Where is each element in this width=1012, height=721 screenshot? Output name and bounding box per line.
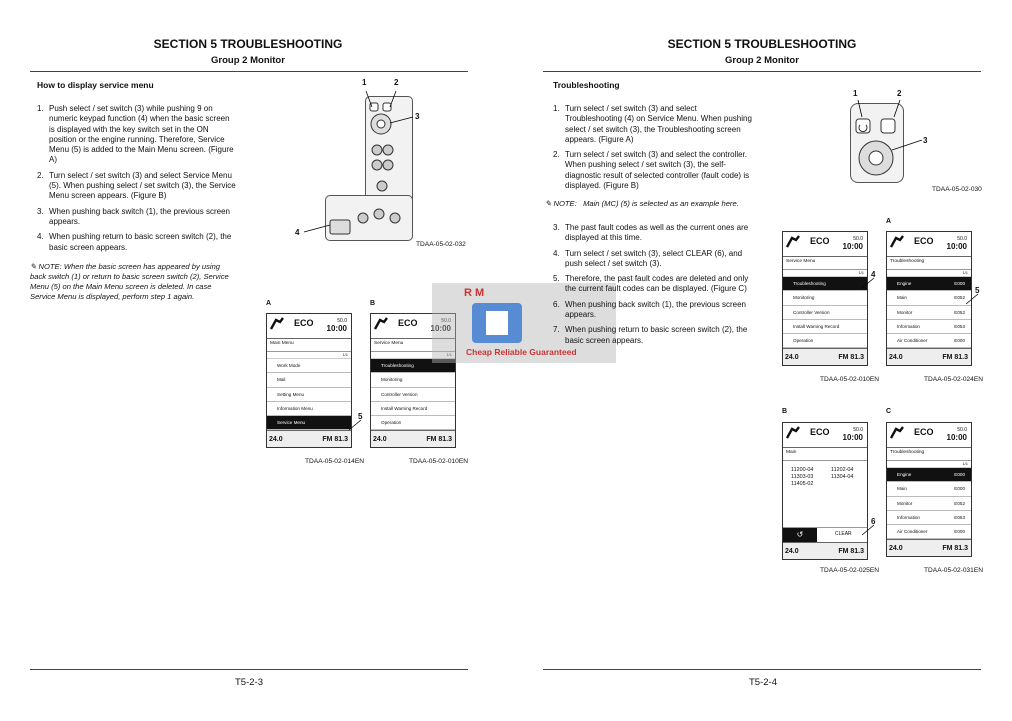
clear-button[interactable]: CLEAR (835, 531, 852, 537)
left-step-4: 4. When pushing return to basic screen switch (2), the basic screen appears. (37, 232, 232, 252)
machine-icon (374, 317, 388, 331)
controller-item[interactable]: Main E052 (887, 291, 971, 305)
menu-item[interactable]: Controller Version (783, 306, 867, 320)
right-callout-4: 4 (871, 270, 876, 279)
menu-item[interactable]: Install Warning Record (371, 402, 455, 416)
right-group-title: Group 2 Monitor (725, 55, 799, 66)
menu-item-selected[interactable]: Troubleshooting (783, 277, 867, 291)
controller-item[interactable]: Main E000 (887, 482, 971, 496)
menu-item[interactable]: Monitoring (783, 291, 867, 305)
screen-troubleshooting-c: ECO 50.0 10:00 Troubleshooting 1/1 Engine E000 Main E000 Monitor E052 Information E053 Air Conditioner E000 24.0 FM 81.3 (886, 422, 972, 557)
left-callout-5: 5 (358, 412, 363, 421)
right-footer-rule (543, 669, 981, 670)
right-step-2: 2. Turn select / set switch (3) and select the controller. When pushing select / set switch (3), the self-diagnostic result of selected controller (fault code) is displayed. (Figure B) (553, 150, 750, 191)
right-fig-caption-4: TDAA-05-02-031EN (924, 567, 984, 574)
machine-icon (270, 317, 284, 331)
left-section-title: SECTION 5 TROUBLESHOOTING (153, 37, 343, 51)
watermark-tagline: Cheap Reliable Guaranteed (466, 347, 577, 357)
left-fig-a-label: A (266, 300, 272, 307)
left-fig-b-caption: TDAA-05-02-010EN (409, 458, 469, 465)
screen-main-fault-codes: ECO 50.0 10:00 Main 11200-04 11303-03 11405-02 11202-04 11304-04 ↺ CLEAR 24.0 FM 81.3 (782, 422, 868, 560)
note-pencil-icon: ✎ (545, 199, 552, 208)
controller-item[interactable]: Information E053 (887, 511, 971, 525)
left-page-number: T5-2-3 (235, 677, 263, 688)
left-steps (37, 104, 237, 258)
menu-item[interactable]: Operation (371, 416, 455, 430)
right-fig-caption-3: TDAA-05-02-025EN (820, 567, 880, 574)
right-callout-6: 6 (871, 517, 876, 526)
note-pencil-icon: ✎ (30, 262, 37, 271)
left-callout-1: 1 (362, 78, 367, 87)
right-step-5: 5. Therefore, the past fault codes are deleted and only the current fault codes can be displayed. (Figure C) (553, 274, 749, 294)
right-fig-a-label: A (886, 218, 892, 225)
controller-item[interactable]: Air Conditioner E000 (887, 525, 971, 539)
controller-item[interactable]: Monitor E052 (887, 497, 971, 511)
machine-icon (890, 426, 904, 440)
left-callout-4: 4 (295, 228, 300, 237)
right-callout-5-line (962, 292, 982, 308)
watermark-brand: R M (464, 287, 485, 299)
right-step-1: 1. Turn select / set switch (3) and select Troubleshooting (4) on Service Menu. When pushing select / set switch (3), the Troubleshooting screen appears. (Figure A) (553, 104, 752, 144)
switch-caption: TDAA-05-02-030 (932, 186, 982, 193)
menu-item[interactable]: Install Warning Record (783, 320, 867, 334)
menu-item[interactable]: Information Menu (267, 402, 351, 416)
right-step-6: 6. When pushing back switch (1), the previous screen appears. (553, 299, 746, 320)
machine-icon (786, 426, 800, 440)
menu-item[interactable]: Monitoring (371, 373, 455, 387)
left-callout-5-line (345, 418, 365, 434)
controller-item-selected[interactable]: Engine E000 (887, 468, 971, 482)
controller-item-selected[interactable]: Engine E000 (887, 277, 971, 291)
right-callout-4-line (858, 276, 878, 292)
right-fig-b-label: B (782, 408, 788, 415)
right-heading: Troubleshooting (553, 80, 620, 90)
back-arrow-icon[interactable]: ↺ (783, 528, 817, 542)
menu-item[interactable]: Operation (783, 334, 867, 348)
left-fig-b-label: B (370, 300, 376, 307)
right-steps-a (553, 104, 755, 196)
machine-icon (890, 235, 904, 249)
menu-item[interactable]: Work Mode (267, 359, 351, 373)
keypad-caption: TDAA-05-02-032 (416, 241, 466, 248)
right-fig-caption-1: TDAA-05-02-010EN (820, 376, 880, 383)
right-callout-lines (850, 95, 930, 155)
left-note: ✎ NOTE: When the basic screen has appeared by using back switch (1) or return to basic screen switch (2), Service Menu (5) on the Main Menu screen is deleted. In case Service Menu is displayed, perform step 1 again. (30, 262, 229, 301)
right-fig-caption-2: TDAA-05-02-024EN (924, 376, 984, 383)
right-step-4: 4. Turn select / set switch (3), select CLEAR (6), and push select / set switch (3). (553, 248, 743, 268)
clear-row (783, 527, 867, 542)
left-callout-lines (300, 85, 430, 245)
menu-item[interactable]: Setting Menu (267, 388, 351, 402)
menu-item[interactable]: Controller Version (371, 388, 455, 402)
screen-troubleshooting-a: ECO 50.0 10:00 Troubleshooting 1/1 Engine E000 Main E052 Monitor E052 Information E053 Air Conditioner E000 24.0 FM 81.3 (886, 231, 972, 366)
right-callout-3: 3 (923, 136, 928, 145)
screen-service-menu-left: ECO 50.0 10:00 Service Menu 1/1 Troubleshooting Monitoring Controller Version Install Warning Record Operation 24.0 FM 81.3 (370, 313, 456, 448)
menu-item-selected[interactable]: Troubleshooting (371, 359, 455, 373)
screen-service-menu-right: ECO 50.0 10:00 Service Menu 1/1 Troubleshooting Monitoring Controller Version Install Warning Record Operation 24.0 FM 81.3 (782, 231, 868, 366)
fault-code-list: 11200-04 11303-03 11405-02 11202-04 11304-04 (791, 467, 854, 487)
right-steps-b (553, 223, 755, 351)
right-callout-5: 5 (975, 286, 980, 295)
menu-item-selected[interactable]: Service Menu (267, 416, 351, 430)
left-callout-3: 3 (415, 112, 420, 121)
right-step-3: 3. The past fault codes as well as the current ones are displayed at this time. (553, 223, 749, 243)
left-header-rule (30, 71, 468, 72)
left-fig-a-caption: TDAA-05-02-014EN (305, 458, 365, 465)
right-page-number: T5-2-4 (749, 677, 777, 688)
watermark-logo-icon (462, 301, 532, 345)
controller-item[interactable]: Air Conditioner E000 (887, 334, 971, 348)
menu-item[interactable]: Mail (267, 373, 351, 387)
left-group-title: Group 2 Monitor (211, 55, 285, 66)
left-step-3: 3. When pushing back switch (1), the previous screen appears. (37, 206, 230, 226)
right-header-rule (543, 71, 981, 72)
machine-icon (786, 235, 800, 249)
left-footer-rule (30, 669, 468, 670)
controller-item[interactable]: Information E053 (887, 320, 971, 334)
controller-item[interactable]: Monitor E052 (887, 306, 971, 320)
left-step-1: 1. Push select / set switch (3) while pushing 9 on numeric keypad function (4) when the basic screen is displayed with the key switch set in the ON position or the engine running. Therefore, Service Menu (5) is added to the Main Menu screen. (Figure A) (37, 104, 234, 165)
right-callout-2: 2 (897, 89, 902, 98)
right-callout-6-line (858, 523, 878, 539)
right-callout-1: 1 (853, 89, 858, 98)
screen-main-menu: ECO 50.0 10:00 Main Menu 1/1 Work Mode Mail Setting Menu Information Menu Service Menu 24.0 FM 81.3 (266, 313, 352, 448)
right-fig-c-label: C (886, 408, 892, 415)
left-callout-2: 2 (394, 78, 399, 87)
right-step-7: 7. When pushing return to basic screen switch (2), the basic screen appears. (553, 325, 748, 345)
right-note: ✎ NOTE: Main (MC) (5) is selected as an example here. (545, 199, 739, 208)
left-heading: How to display service menu (37, 80, 154, 90)
left-step-2: 2. Turn select / set switch (3) and select Service Menu (5). When pushing select / set switch (3), the Service Menu screen appears. (Figure B) (37, 170, 236, 201)
right-section-title: SECTION 5 TROUBLESHOOTING (667, 37, 857, 51)
